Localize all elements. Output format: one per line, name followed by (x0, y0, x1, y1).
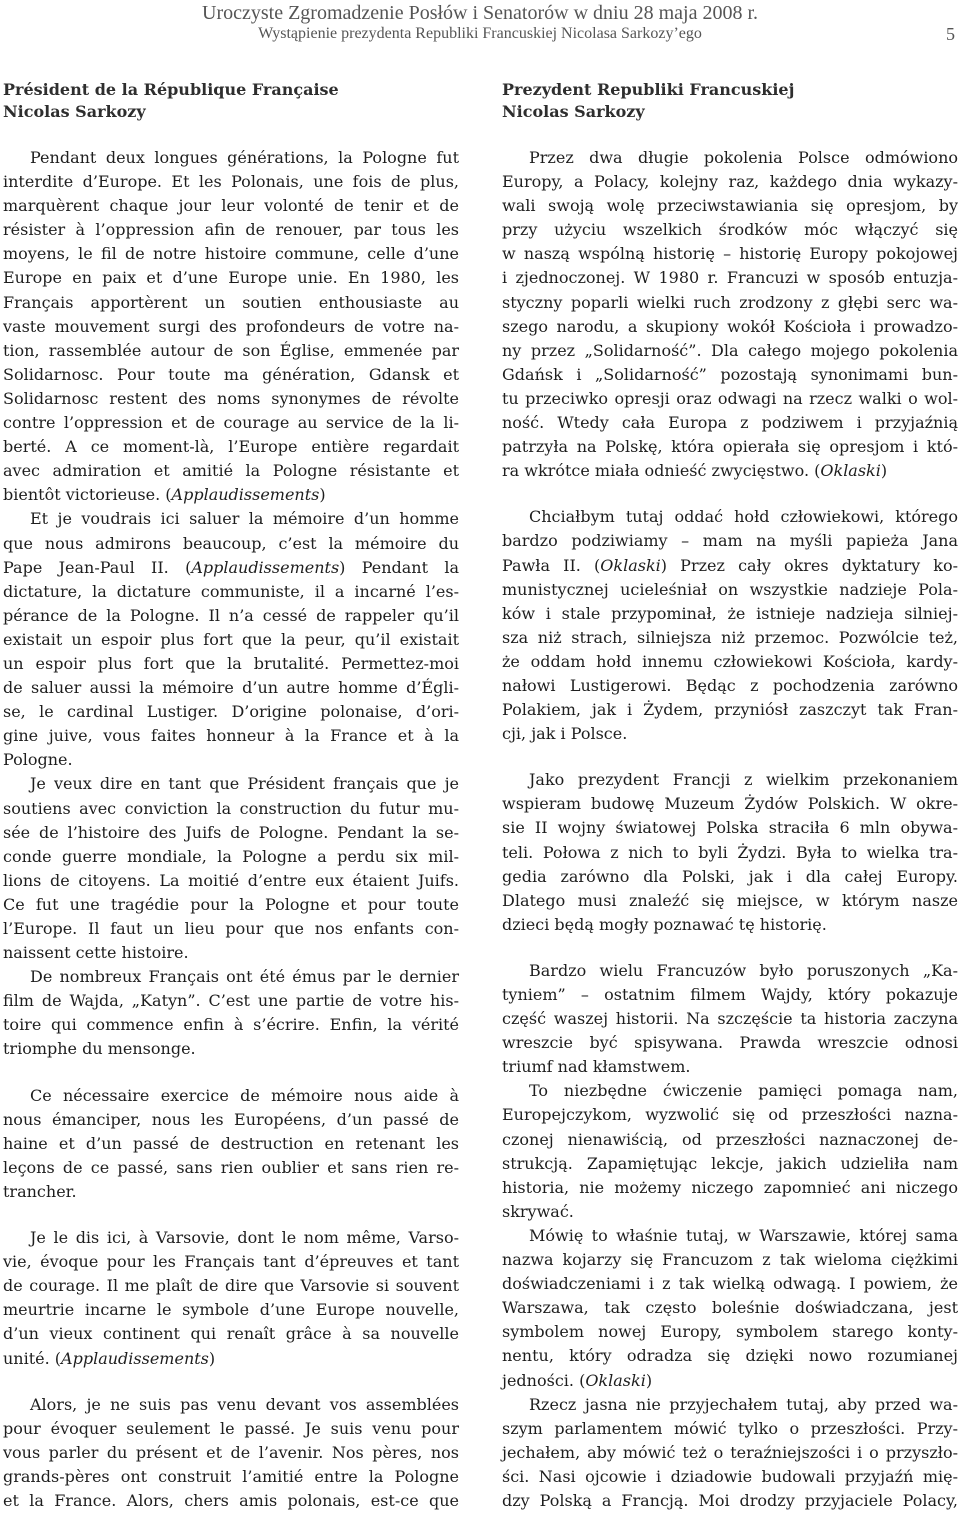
text-segment: Pape Jean-Paul II. ( (3, 557, 192, 577)
text-line: strukcją. Zapamiętując lekcje, jakich udzieliła nam (502, 1153, 958, 1173)
text-line: un espoir plus fort que la brutalité. Permettez-moi (3, 653, 459, 673)
paragraph (502, 768, 958, 937)
text-line: Et je voudrais ici saluer la mémoire d’un homme (30, 509, 459, 529)
paragraph (502, 146, 958, 483)
text-line: ność. Wtedy cała Europa z podziwem i przyjaźnią (502, 413, 958, 433)
text-line: Mówię to właśnie tutaj, w Warszawie, której sama (529, 1225, 958, 1245)
text-line: Pologne. (3, 750, 73, 770)
heading-office: Président de la République Française (3, 80, 339, 99)
text-line: teli. Połowa z nich to byli Żydzi. Była to wielka tra- (502, 842, 958, 862)
text-line: jechałem, aby mówić też o teraźniejszości i o przyszło- (502, 1442, 958, 1462)
text-line: dictature, la dictature communiste, il a incarné l’es- (3, 581, 459, 601)
text-line: film de Wajda, „Katyn”. C’est une partie de votre his- (3, 991, 459, 1011)
text-line: czonej nienawiścią, od przeszłości naznaczonej de- (502, 1129, 958, 1149)
text-line: styczny poparli wielki ruch zrodzony z głębi serc wa- (502, 292, 958, 312)
text-line: pérance de la Pologne. Il n’a cessé de rappeler qu’il (3, 605, 459, 625)
text-line: conde guerre mondiale, la Pologne a perdu six mil- (3, 846, 459, 866)
text-line: Europe en paix et d’une Europe unie. En 1980, les (3, 268, 459, 288)
text-line (3, 483, 459, 507)
stage-direction: Oklaski (585, 1370, 646, 1390)
text-line (3, 556, 459, 580)
text-line: que nous admirons beaucoup, c’est la mémoire du (3, 533, 459, 553)
heading-office: Prezydent Republiki Francuskiej (502, 80, 795, 99)
text-segment: ) (208, 1348, 216, 1368)
text-line: bardzo podziwiamy – mam na myśli papieża Jana (502, 531, 958, 551)
text-line (502, 554, 958, 578)
text-line: nous émanciper, nous les Européens, d’un passé de (3, 1109, 459, 1129)
text-line: przy użyciu wszelkich środków móc włączyć się (502, 220, 958, 240)
text-segment: ) (319, 485, 326, 505)
text-line: dzieci będą mogły poznawać tę historię. (502, 914, 827, 934)
text-line: Europy, a Polacy, kolejny raz, każdego dnia wykazy- (502, 172, 958, 192)
stage-direction: Applaudissements (61, 1348, 209, 1368)
text-line: sza niż strach, silniejsza niż przemoc. Pozwólcie też, (502, 627, 958, 647)
text-line: Je le dis ici, à Varsovie, dont le nom même, Varso- (30, 1228, 459, 1248)
text-line: triomphe du mensonge. (3, 1039, 196, 1059)
text-line: interdite d’Europe. Et les Polonais, une fois de plus, (3, 172, 459, 192)
text-line: Ce fut une tragédie pour la Pologne et pour toute (3, 894, 459, 914)
text-line: sée de l’histoire des Juifs de Pologne. Pendant la se- (3, 822, 459, 842)
paragraph (502, 1079, 958, 1224)
paragraph (502, 505, 958, 746)
text-line: Alors, je ne suis pas venu devant vos assemblées (30, 1394, 459, 1414)
paragraph (502, 1393, 958, 1513)
text-line: Przez dwa długie pokolenia Polsce odmówiono (529, 148, 958, 167)
heading-speaker: Nicolas Sarkozy (3, 102, 146, 121)
text-line: część waszej historii. Na szczęście ta historia zaczyna (502, 1009, 958, 1029)
text-line: wspieram budowę Muzeum Żydów Polskich. W okre- (502, 794, 958, 814)
text-line: De nombreux Français ont été émus par le dernier (30, 967, 459, 987)
text-line (502, 459, 958, 483)
text-line: ści. Nasi ojcowie i dziadowie budowali przyjaźń mię- (502, 1466, 958, 1486)
text-segment: jedności. ( (502, 1370, 586, 1390)
column-body (3, 146, 459, 1513)
text-line: tu przeciwko opresji oraz odwagi na rzecz walki o wol- (502, 388, 958, 408)
text-line: vous parler du présent et de l’avenir. Nos pères, nos (3, 1442, 459, 1462)
stage-direction: Oklaski (600, 555, 661, 575)
paragraph (3, 507, 459, 772)
text-line: Pendant deux longues générations, la Pologne fut (30, 148, 459, 167)
text-line (3, 1347, 459, 1371)
column-body (502, 146, 958, 1513)
text-line: pour évoquer seulement le passé. Je suis venu pour (3, 1418, 459, 1438)
text-line: vie, évoque pour les Français tant d’épreuves et tant (3, 1252, 459, 1272)
paragraph (502, 959, 958, 1079)
text-line: dzy Polską a Francją. Moi drodzy przyjaciele Polacy, (502, 1490, 958, 1510)
text-segment: ra wkrótce miała odnieść zwycięstwo. ( (502, 461, 821, 481)
text-line: nazwa kojarzy się Francuzom z tak wieloma ciężkimi (502, 1250, 958, 1270)
text-line: szym parlamentem mówić tylko o przeszłości. Przy- (502, 1418, 958, 1438)
text-line: naissent cette histoire. (3, 943, 189, 963)
text-line: munistycznej ucieleśniał on wszystkie nadzieje Pola- (502, 579, 958, 599)
text-line: moyens, le fil de notre histoire commune, celle d’une (3, 244, 459, 264)
text-line: Rzecz jasna nie przyjechałem tutaj, aby przed wa- (529, 1394, 958, 1414)
text-line: de courage. Il me plaît de dire que Varsovie si souvent (3, 1276, 459, 1296)
text-line: leçons de ce passé, sans rien oublier et sans rien re- (3, 1157, 459, 1177)
paragraph (502, 1224, 958, 1393)
text-line: sie II wojny światowej Polska straciła 6 mln obywa- (502, 818, 958, 838)
text-line: lions de citoyens. La moitié d’entre eux étaient Juifs. (3, 870, 459, 890)
text-line: Jako prezydent Francji z wielkim przekonaniem (529, 770, 958, 790)
paragraph (3, 1393, 459, 1513)
text-segment: ) (880, 461, 888, 481)
text-line: Europejczykom, wyzwolić się od przeszłości nazna- (502, 1105, 958, 1125)
text-line: wreszcie być spisywana. Prawda wreszcie odnosi (502, 1033, 958, 1053)
text-segment: ) (645, 1370, 653, 1390)
text-line: tion, rassemblée autour de son Église, emmenée par (3, 340, 459, 360)
text-line: haine et d’un passé de destruction en retenant les (3, 1133, 459, 1153)
text-line: skrywać. (502, 1201, 574, 1221)
text-line: d’un vieux continent qui renaît grâce à sa nouvelle (3, 1324, 459, 1344)
text-line: résister à l’oppression afin de renouer, par tous les (3, 220, 459, 240)
stage-direction: Applaudissements (191, 557, 340, 577)
text-line: contre l’oppression et de courage au service de la li- (3, 413, 459, 433)
text-line: vaste mouvement surgi des profondeurs de votre na- (3, 316, 459, 336)
text-line: cji, jak i Polsce. (502, 724, 628, 744)
text-line: berté. A ce moment-là, l’Europe entière regardait (3, 437, 459, 457)
text-line: toire qui commence enfin à s’écrire. Enfin, la vérité (3, 1015, 459, 1035)
text-line: existait un espoir plus fort que la peur, qu’il existait (3, 629, 459, 649)
text-line: de saluer aussi la mémoire d’un autre homme d’Égli- (3, 678, 459, 698)
text-line: To niezbędne ćwiczenie pamięci pomaga nam, (529, 1081, 958, 1101)
stage-direction: Oklaski (820, 461, 881, 481)
text-line: Polakiem, jak i Żydem, przyniósł zaszczyt tak Fran- (502, 700, 958, 720)
text-line: marquèrent chaque jour leur volonté de tenir et de (3, 196, 459, 216)
text-line: że oddam hołd innemu człowiekowi Kościoła, kardy- (502, 651, 958, 671)
text-line (502, 1369, 958, 1393)
text-line: meurtrie incarne le symbole d’une Europe nouvelle, (3, 1300, 459, 1320)
paragraph (3, 772, 459, 965)
text-line: grands-pères ont construit l’amitié entre la Pologne (3, 1466, 459, 1486)
french-column (3, 0, 459, 1516)
polish-column (502, 0, 958, 1516)
text-segment: bientôt victorieuse. ( (3, 485, 172, 505)
text-line: tyniem” – ostatnim filmem Wajdy, który pokazuje (502, 985, 958, 1004)
text-line: Français apportèrent un soutien enthousiaste au (3, 292, 459, 312)
text-line: Solidarnosc. Pour toute ma génération, Gdansk et (3, 364, 459, 384)
text-line: nentu, który odradza się dzięki nowo rozumianej (502, 1346, 958, 1366)
text-line: ny przez „Solidarność”. Dla całego mojego pokolenia (502, 340, 958, 360)
stage-direction: Applaudissements (171, 485, 320, 505)
text-line: historia, nie możemy niczego zapomnieć ani niczego (502, 1177, 958, 1197)
paragraph (3, 1084, 459, 1204)
text-line: soutiens avec conviction la construction du futur mu- (3, 798, 459, 818)
text-line: i zjednoczonej. W 1980 r. Francuzi w sposób entuzja- (502, 268, 958, 288)
text-line: l’Europe. Il faut un lieu pour que nos enfants con- (3, 919, 459, 938)
text-line: ków i stale przypominał, że istnieje nadzieja silniej- (502, 603, 958, 623)
text-line: szego narodu, a skupiony wokół Kościoła i prowadzo- (502, 316, 958, 336)
text-line: gine juive, vous faites honneur à la France et à la (3, 726, 459, 746)
column-heading (502, 79, 958, 123)
text-line: nałowi Lustigerowi. Będąc z pochodzenia zarówno (502, 675, 958, 695)
text-line: patrzyła na Polskę, która opierała się opresjom i któ- (502, 437, 958, 457)
text-line: trancher. (3, 1181, 77, 1201)
text-line: Je veux dire en tant que Président français que je (30, 774, 459, 794)
text-line: Ce nécessaire exercice de mémoire nous aide à (30, 1085, 459, 1105)
heading-speaker: Nicolas Sarkozy (502, 102, 645, 121)
text-line: triumf nad kłamstwem. (502, 1057, 691, 1077)
text-line: Gdańsk i „Solidarność” pozostają synonimami bun- (502, 364, 958, 384)
text-segment: Pawła II. ( (502, 555, 601, 575)
text-line: wali swoją wolę przeciwstawiania się opresjom, by (502, 196, 958, 216)
text-segment: ) Przez cały okres dyktatury ko- (660, 555, 958, 575)
text-line: Dlatego musi znaleźć się miejsce, w którym nasze (502, 890, 958, 910)
paragraph (3, 965, 459, 1061)
page-number: 5 (946, 24, 955, 44)
header-subtitle: Wystąpienie prezydenta Republiki Francuskiej Nicolasa Sarkozy’ego (258, 25, 702, 42)
text-segment: ) Pendant la (339, 557, 459, 577)
text-line: Bardzo wielu Francuzów było poruszonych „Ka- (529, 960, 958, 980)
header-title: Uroczyste Zgromadzenie Posłów i Senatorów w dniu 28 maja 2008 r. (202, 2, 758, 24)
text-line: se, le cardinal Lustiger. D’origine polonaise, d’ori- (3, 702, 459, 722)
text-line: symbolem nowej Europy, symbolem starego konty- (502, 1322, 958, 1342)
text-line: Warszawa, tak często boleśnie doświadczana, jest (502, 1298, 958, 1318)
text-line: Chciałbym tutaj oddać hołd człowiekowi, którego (529, 507, 958, 527)
paragraph (3, 146, 459, 507)
text-line: doświadczeniami i z tak wielką odwagą. I powiem, że (502, 1274, 958, 1294)
text-line: Solidarnosc restent des noms synonymes de révolte (3, 388, 459, 408)
paragraph (3, 1226, 459, 1371)
text-line: w naszą wspólną historię – historię Europy pokojowej (502, 244, 958, 264)
text-segment: unité. ( (3, 1348, 62, 1368)
text-line: avec admiration et amitié la Pologne résistante et (3, 461, 459, 481)
column-heading (3, 79, 459, 123)
text-line: gedia zarówno dla Polski, jak i dla całej Europy. (502, 866, 958, 886)
text-line: et la France. Alors, chers amis polonais, est-ce que (3, 1490, 459, 1510)
